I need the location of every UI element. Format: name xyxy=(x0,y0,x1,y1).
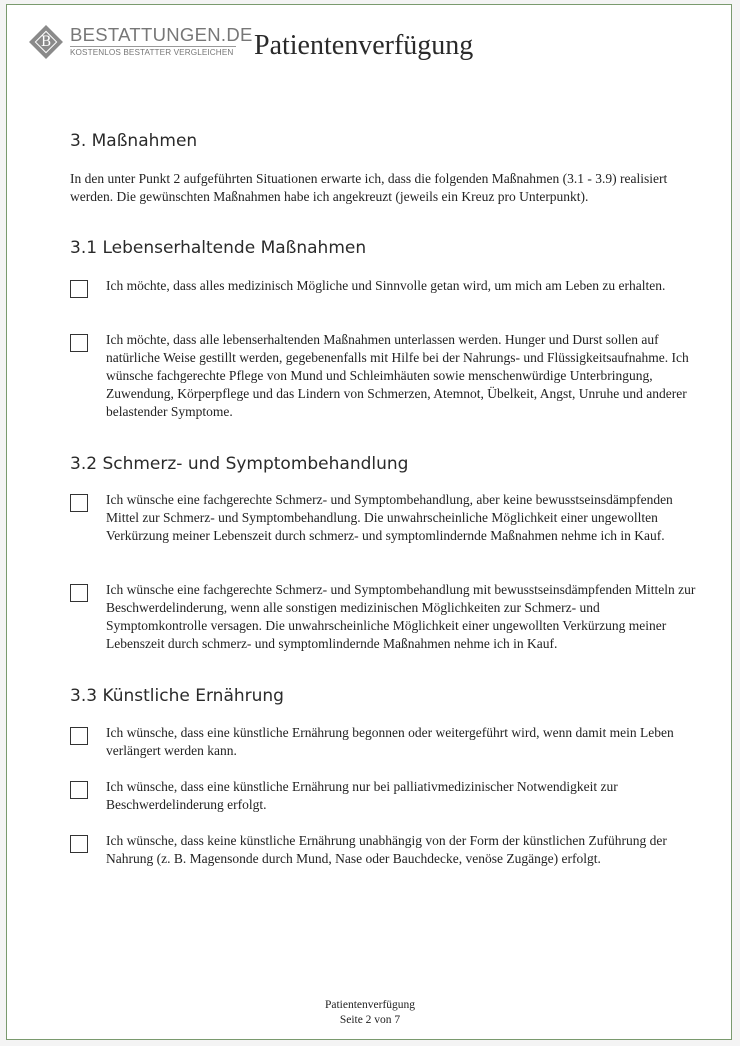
checkbox-3-1-b[interactable] xyxy=(70,334,88,352)
subsection-heading-3-2: 3.2 Schmerz- und Symptombehandlung xyxy=(70,454,409,474)
section-intro: In den unter Punkt 2 aufgeführten Situationen erwarte ich, dass die folgenden Maßnahmen (3.1 - 3.9) realisiert werden. Die gewünschten Maßnahmen habe ich angekreuzt (jeweils ein Kreuz pro Unterpunkt). xyxy=(70,171,668,204)
option-text: Ich wünsche, dass eine künstliche Ernährung nur bei palliativmedizinischer Notwendigkeit zur Beschwerdelinderung erfolgt. xyxy=(106,779,618,812)
brand-logo xyxy=(30,24,253,70)
checkbox-3-3-a[interactable] xyxy=(70,727,88,745)
option-text: Ich möchte, dass alle lebenserhaltenden Maßnahmen unterlassen werden. Hunger und Durst sollen auf natürliche Weise gestillt werden, gegebenenfalls mit Hilfe bei der Nahrungs- und Flüssigkeitsaufnahme. Ich wünsche fachgerechte Pflege von Mund und Schleimhäuten sowie menschenwürdige Unterbringung, Zuwendung, Körperpflege und das Lindern von Schmerzen, Atemnot, Übelkeit, Angst, Unruhe und anderer belastender Symptome. xyxy=(106,332,689,419)
checkbox-3-1-a[interactable] xyxy=(70,280,88,298)
subsection-heading-3-3: 3.3 Künstliche Ernährung xyxy=(70,686,284,706)
section-heading: 3. Maßnahmen xyxy=(70,131,198,151)
footer-title: Patientenverfügung xyxy=(324,999,416,1011)
option-text: Ich wünsche, dass eine künstliche Ernährung begonnen oder weitergeführt wird, wenn damit mein Leben verlängert werden kann. xyxy=(106,725,674,758)
footer-page-number: Seite 2 von 7 xyxy=(339,1014,401,1026)
option-text: Ich wünsche eine fachgerechte Schmerz- und Symptombehandlung mit bewusstseinsdämpfenden Mitteln zur Beschwerdelinderung, wenn alle sonstigen medizinischen Möglichkeiten zur Schmerz- und Symptomkontrolle versagen. Die unwahrscheinliche Möglichkeit einer ungewollten Verkürzung meiner Lebenszeit durch schmerz- und symptomlindernde Maßnahmen nehme ich in Kauf. xyxy=(106,582,696,651)
logo-divider xyxy=(70,46,236,47)
logo-tagline: KOSTENLOS BESTATTER VERGLEICHEN xyxy=(70,48,234,57)
option-text: Ich möchte, dass alles medizinisch Mögliche und Sinnvolle getan wird, um mich am Leben zu erhalten. xyxy=(106,278,666,293)
checkbox-3-3-c[interactable] xyxy=(70,835,88,853)
option-text: Ich wünsche eine fachgerechte Schmerz- und Symptombehandlung, aber keine bewusstseinsdämpfenden Mittel zur Schmerz- und Symptombehandlung. Die unwahrscheinliche Möglichkeit einer ungewollten Verkürzung meiner Lebenszeit durch schmerz- und symptomlindernde Maßnahmen nehme ich in Kauf. xyxy=(106,492,673,543)
page-footer xyxy=(0,998,740,1028)
logo-name: BESTATTUNGEN.DE xyxy=(70,24,253,45)
subsection-heading-3-1: 3.1 Lebenserhaltende Maßnahmen xyxy=(70,238,367,258)
checkbox-3-2-a[interactable] xyxy=(70,494,88,512)
checkbox-3-3-b[interactable] xyxy=(70,781,88,799)
checkbox-3-2-b[interactable] xyxy=(70,584,88,602)
logo-letter: B xyxy=(40,34,52,50)
document-title: Patientenverfügung xyxy=(254,30,474,61)
option-text: Ich wünsche, dass keine künstliche Ernährung unabhängig von der Form der künstlichen Zuführung der Nahrung (z. B. Magensonde durch Mund, Nase oder Bauchdecke, venöse Zugänge) erfolgt. xyxy=(106,833,667,866)
